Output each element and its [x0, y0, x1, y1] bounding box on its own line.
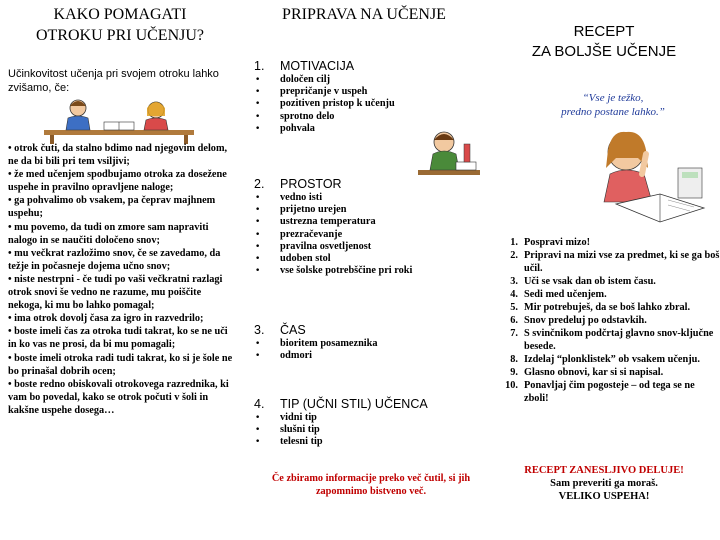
- advice-list: [8, 142, 236, 417]
- list-item: 4. Sedi med učenjem.: [510, 289, 607, 300]
- list-item: • ima otrok dovolj časa za igro in razvedrilo;: [8, 313, 204, 325]
- list-item: • določen cilj: [255, 74, 331, 85]
- list-item: • vedno isti: [255, 192, 323, 203]
- list-item: • prijetno urejen: [255, 204, 347, 216]
- list-item: • slušni tip: [255, 424, 320, 436]
- list-item: 10. Ponavljaj čim pogosteje – od tega se ne zboli!: [505, 380, 695, 404]
- left-title-line2: OTROKU PRI UČENJU?: [36, 27, 204, 44]
- left-column: [0, 0, 240, 540]
- closing-message: RECEPT ZANESLJIVO DELUJE! Sam preveriti ga moraš. VELIKO USPEHA!: [488, 464, 720, 503]
- section-heading: 2. PROSTOR: [254, 177, 342, 191]
- list-item: • mu povemo, da tudi on zmore sam napraviti nalogo in se naučiti določeno snov;: [8, 221, 209, 246]
- list-item: • pravilna osvetljenost: [255, 240, 372, 252]
- right-title-line1: RECEPT: [573, 23, 635, 40]
- section-heading: 4. TIP (UČNI STIL) UČENCA: [254, 397, 428, 411]
- list-item: • mu večkrat razložimo snov, če se zavedamo, da težje in počasneje dojema učno snov;: [8, 247, 221, 272]
- quote: “Vse je težko, predno postane lahko.”: [561, 92, 665, 118]
- section-learning-style: [254, 396, 486, 449]
- section-time: [254, 322, 486, 362]
- list-item: • udoben stol: [255, 253, 331, 265]
- list-item: • boste redno obiskovali otrokovega razrednika, ki vam bo povedal, kako se otrok počuti v šoli in kakšne uspehe dosega…: [8, 378, 229, 416]
- list-item: • pozitiven pristop k učenju: [255, 98, 395, 110]
- right-column: [488, 0, 720, 540]
- list-item: 3. Uči se vsak dan ob istem času.: [510, 276, 656, 287]
- list-item: • že med učenjem spodbujamo otroka za dosežene uspehe in pravilno opravljene naloge;: [8, 169, 227, 194]
- recipe-steps: [488, 236, 720, 405]
- right-title-line2: ZA BOLJŠE UČENJE: [531, 43, 677, 60]
- section-space: [254, 176, 486, 277]
- list-item: • otrok čuti, da stalno bdimo nad njegovim delom, ne da bi bili pri tem vsiljivi;: [8, 143, 228, 168]
- list-item: • prezračevanje: [255, 228, 343, 240]
- closing-red-line: RECEPT ZANESLJIVO DELUJE!: [524, 465, 684, 476]
- list-item: • ustrezna temperatura: [255, 216, 376, 228]
- middle-column: [240, 0, 488, 540]
- thinking-girl-illustration: [586, 122, 712, 232]
- list-item: • ga pohvalimo ob vsakem, pa čeprav majhnem uspehu;: [8, 195, 216, 220]
- list-item: • niste nestrpni - če tudi po vaši večkratni razlagi otrok snovi še vedno ne razume, mu poiščite nekoga, ki mu bo lahko pomagal;: [8, 273, 223, 312]
- list-item: • boste imeli čas za otroka tudi takrat, ko se ne uči in ko vas ne prosi, da bi mu pomagali;: [8, 326, 228, 351]
- list-item: • sprotno delo: [255, 110, 335, 122]
- intro-text: Učinkovitost učenja pri svojem otroku lahko zvišamo, če:: [8, 68, 219, 94]
- list-item: • prepričanje v uspeh: [255, 86, 368, 98]
- list-item: 8. Izdelaj “plonklistek” ob vsakem učenju.: [510, 354, 700, 365]
- list-item: • telesni tip: [255, 436, 323, 448]
- list-item: 1. Pospravi mizo!: [510, 237, 591, 248]
- right-title: [488, 22, 720, 62]
- left-title-line1: KAKO POMAGATI: [53, 6, 187, 23]
- list-item: • bioritem posameznika: [255, 338, 378, 349]
- list-item: 9. Glasno obnovi, kar si si napisal.: [510, 367, 664, 378]
- list-item: • pohvala: [255, 122, 315, 134]
- section-motivation: [254, 58, 486, 135]
- list-item: 2. Pripravi na mizi vse za predmet, ki se ga boš učil.: [510, 250, 720, 274]
- section-heading: 3. ČAS: [254, 323, 306, 337]
- senses-note: Če zbiramo informacije preko več čutil, si jih zapomnimo bistveno več.: [271, 473, 471, 497]
- list-item: • vse šolske potrebščine pri roki: [255, 265, 413, 277]
- list-item: 7. S svinčnikom podčrtaj glavno snov-ključne besede.: [510, 328, 714, 352]
- list-item: • boste imeli otroka radi tudi takrat, ko si je šole ne bo prinašal dobrih ocen;: [8, 352, 233, 377]
- list-item: • vidni tip: [255, 412, 317, 423]
- middle-title: PRIPRAVA NA UČENJE: [282, 6, 446, 23]
- parent-child-study-illustration: [38, 96, 198, 144]
- section-heading: 1. MOTIVACIJA: [254, 59, 355, 73]
- list-item: • odmori: [255, 350, 313, 362]
- left-title: [0, 4, 240, 46]
- list-item: 6. Snov predeluj po odstavkih.: [510, 315, 647, 326]
- list-item: 5. Mir potrebuješ, da se boš lahko zbral.: [510, 302, 691, 313]
